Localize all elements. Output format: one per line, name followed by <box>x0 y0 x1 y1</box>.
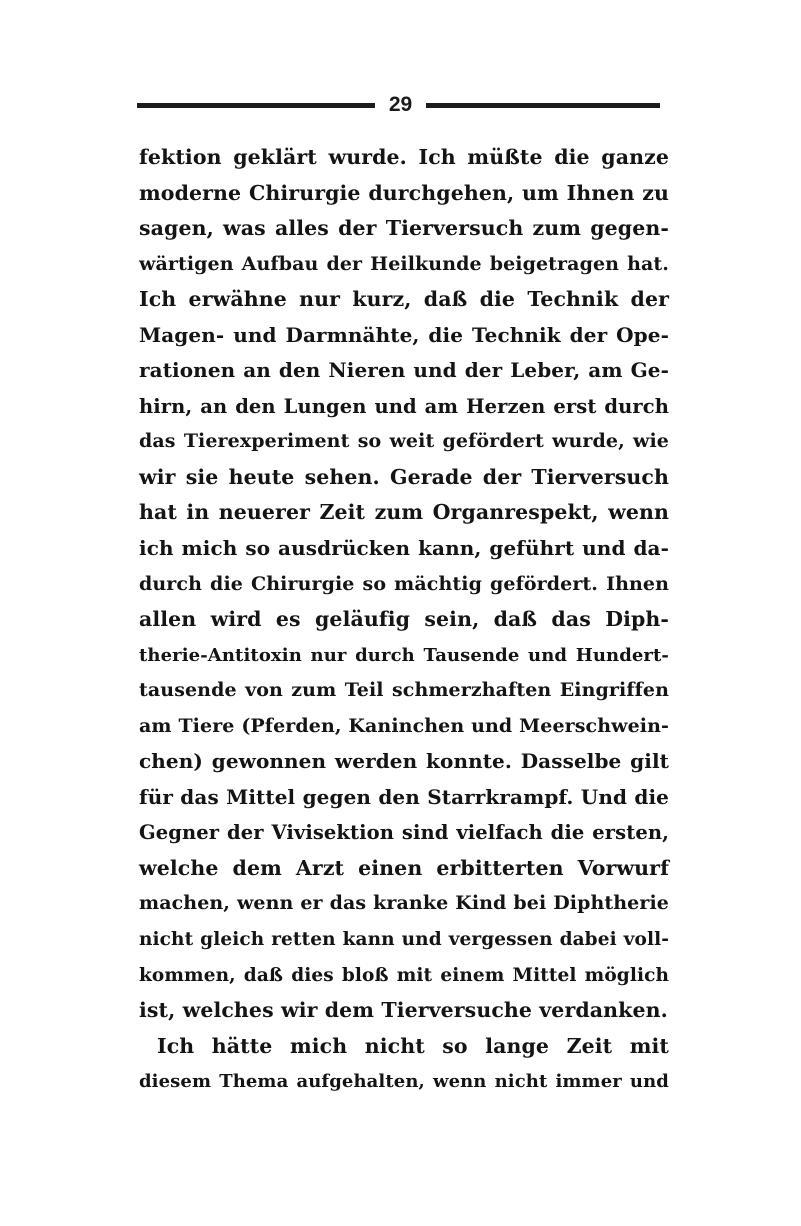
text-line: welche dem Arzt einen erbitterten Vorwurf <box>139 855 669 880</box>
text-line: durch die Chirurgie so mächtig gefördert. Ihnen <box>139 572 669 595</box>
text-line: Ich hätte mich nicht so lange Zeit mit <box>157 1033 669 1058</box>
text-line: wir sie heute sehen. Gerade der Tierversuch <box>139 464 669 489</box>
text-line: wärtigen Aufbau der Heilkunde beigetragen hat. <box>139 252 669 275</box>
text-line: fektion geklärt wurde. Ich müßte die ganze <box>139 145 669 169</box>
text-line: sagen, was alles der Tierversuch zum gegen- <box>139 216 669 241</box>
text-line: für das Mittel gegen den Starrkrampf. Und die <box>139 784 669 809</box>
text-line: rationen an den Nieren und der Leber, am Ge- <box>139 358 669 383</box>
text-line: hirn, an den Lungen und am Herzen erst durch <box>139 394 669 418</box>
text-line: moderne Chirurgie durchgehen, um Ihnen zu <box>139 180 669 205</box>
text-line: chen) gewonnen werden konnte. Dasselbe gilt <box>139 749 669 774</box>
page-number-text: 29 <box>375 93 426 116</box>
text-line: am Tiere (Pferden, Kaninchen und Meerschwein- <box>139 714 669 737</box>
text-line: diesem Thema aufgehalten, wenn nicht immer und <box>139 1071 669 1093</box>
text-line: hat in neuerer Zeit zum Organrespekt, wenn <box>139 500 669 525</box>
body-text <box>139 140 669 1100</box>
text-line: kommen, daß dies bloß mit einem Mittel möglich <box>139 964 669 986</box>
text-line: Gegner der Vivisektion sind vielfach die ersten, <box>139 821 669 845</box>
text-line: tausende von zum Teil schmerzhaften Eingriffen <box>139 679 669 702</box>
text-line: Ich erwähne nur kurz, daß die Technik der <box>139 287 669 312</box>
text-line: das Tierexperiment so weit gefördert wurde, wie <box>139 430 669 453</box>
text-line: nicht gleich retten kann und vergessen dabei voll- <box>139 929 669 951</box>
text-line: allen wird es geläufig sein, daß das Diph- <box>139 607 669 632</box>
text-line: ich mich so ausdrücken kann, geführt und da- <box>139 536 669 561</box>
text-line: machen, wenn er das kranke Kind bei Diphtherie <box>139 892 669 915</box>
page-number <box>0 92 801 118</box>
text-line: Magen- und Darmnähte, die Technik der Ope- <box>139 322 669 347</box>
text-line: ist, welches wir dem Tierversuche verdanken. <box>139 998 668 1023</box>
text-line: therie-Antitoxin nur durch Tausende und Hundert- <box>139 644 669 666</box>
